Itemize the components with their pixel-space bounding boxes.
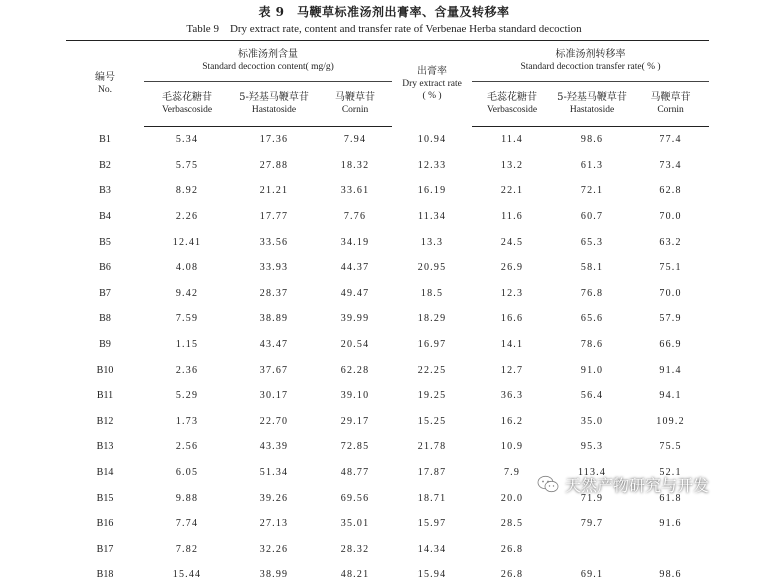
table-cell: 20.95 <box>417 262 447 274</box>
table-cell: 16.97 <box>417 339 447 351</box>
table-cell: 39.10 <box>340 390 370 402</box>
table-cell <box>552 537 632 563</box>
table-row <box>66 383 709 409</box>
header-content-group: 标准汤剂含量 Standard decoction content( mg/g) <box>144 41 392 82</box>
table-cell: 6.05 <box>175 467 199 479</box>
row-id: B5 <box>99 236 111 248</box>
table-cell: 7.82 <box>175 543 199 555</box>
table-cell: 11.6 <box>501 211 523 223</box>
table-cell: 76.8 <box>580 287 604 299</box>
table-cell: 24.5 <box>500 236 524 248</box>
table-cell: 91.4 <box>659 364 682 376</box>
table-cell: 21.21 <box>259 185 289 197</box>
table-row <box>66 537 709 563</box>
table-cell: 1.73 <box>175 415 199 427</box>
table-cell: 35.01 <box>340 518 370 530</box>
row-id: B8 <box>99 313 111 325</box>
table-cell: 75.5 <box>659 441 682 453</box>
table-cell: 11.4 <box>501 134 523 146</box>
table-cell: 13.3 <box>420 236 444 248</box>
table-row <box>66 229 709 255</box>
table-cell: 32.26 <box>259 543 289 555</box>
table-cell: 22.70 <box>259 415 289 427</box>
row-id: B6 <box>99 262 111 274</box>
row-id: B13 <box>96 441 114 453</box>
table-cell: 52.1 <box>659 467 682 479</box>
table-row <box>66 306 709 332</box>
row-id: B7 <box>99 287 111 299</box>
table-cell: 49.47 <box>340 287 370 299</box>
table-cell: 5.75 <box>175 159 199 171</box>
table-cell: 15.25 <box>417 415 447 427</box>
table-cell: 39.26 <box>259 492 289 504</box>
table-cell: 43.47 <box>259 339 289 351</box>
watermark-text: 天然产物研究与开发 <box>565 475 710 495</box>
header-t3: 马鞭草苷 Cornin <box>632 82 709 127</box>
table-cell: 98.6 <box>659 569 682 581</box>
table-cell: 91.0 <box>580 364 604 376</box>
header-t2: 5-羟基马鞭草苷 Hastatoside <box>552 82 632 127</box>
table-cell: 35.0 <box>580 415 604 427</box>
table-cell: 7.9 <box>503 467 521 479</box>
row-id: B2 <box>99 159 111 171</box>
table-cell: 28.5 <box>500 518 524 530</box>
table-cell: 12.41 <box>172 236 202 248</box>
table-cell: 18.29 <box>417 313 447 325</box>
table-cell: 15.97 <box>417 518 447 530</box>
table-cell: 38.99 <box>259 569 289 581</box>
row-id: B17 <box>96 543 114 555</box>
table-cell: 33.93 <box>259 262 289 274</box>
table-cell: 16.2 <box>500 415 524 427</box>
table-row <box>66 204 709 230</box>
table-cell: 109.2 <box>656 415 685 427</box>
table-cell: 33.56 <box>259 236 289 248</box>
header-c3: 马鞭草苷 Cornin <box>318 82 392 127</box>
header-c2: 5-羟基马鞭草苷 Hastatoside <box>230 82 318 127</box>
table-cell: 65.3 <box>580 236 604 248</box>
table-cell: 33.61 <box>340 185 370 197</box>
row-id: B15 <box>96 492 114 504</box>
table-cell: 17.36 <box>259 134 289 146</box>
table-cell: 60.7 <box>580 211 604 223</box>
table-cell: 15.44 <box>172 569 202 581</box>
table-cell: 113.4 <box>577 467 607 479</box>
table-cell: 34.19 <box>340 236 370 248</box>
header-transfer-group: 标准汤剂转移率 Standard decoction transfer rate( % ) <box>472 41 709 82</box>
table-cell: 37.67 <box>259 364 289 376</box>
table-cell: 9.42 <box>175 287 199 299</box>
table-cell: 43.39 <box>259 441 289 453</box>
table-cell: 57.9 <box>659 313 682 325</box>
table-cell: 56.4 <box>580 390 604 402</box>
table-cell: 16.19 <box>417 185 447 197</box>
table-row <box>66 127 709 153</box>
table-cell: 94.1 <box>659 390 682 402</box>
table-cell: 9.88 <box>175 492 199 504</box>
table-cell: 5.34 <box>175 134 199 146</box>
table-cell: 69.56 <box>340 492 370 504</box>
table-cell: 2.56 <box>175 441 199 453</box>
table-cell: 75.1 <box>659 262 682 274</box>
table-cell: 51.34 <box>259 467 289 479</box>
table-cell: 15.94 <box>417 569 447 581</box>
table-cell: 62.8 <box>659 185 682 197</box>
table-cell: 8.92 <box>175 185 199 197</box>
table-cell: 10.94 <box>417 134 447 146</box>
table-row <box>66 332 709 358</box>
table-title-cn: 表 9 马鞭草标准汤剂出膏率、含量及转移率 <box>258 5 510 19</box>
table-cell: 20.0 <box>500 492 524 504</box>
row-id: B10 <box>96 364 114 376</box>
table-title-en: Table 9 Dry extract rate, content and transfer rate of Verbenae Herba standard decoction <box>186 23 582 35</box>
table-row <box>66 409 709 435</box>
table-cell: 18.71 <box>417 492 447 504</box>
wechat-icon <box>537 475 559 493</box>
table-cell: 71.9 <box>580 492 604 504</box>
table-cell: 7.76 <box>343 211 367 223</box>
table-cell: 62.28 <box>340 364 370 376</box>
table-cell: 91.6 <box>659 518 682 530</box>
table-cell: 14.1 <box>500 339 524 351</box>
table-cell: 36.3 <box>500 390 524 402</box>
table-cell: 39.99 <box>340 313 370 325</box>
header-c1: 毛蕊花糖苷 Verbascoside <box>144 82 230 127</box>
table-cell: 16.6 <box>500 313 524 325</box>
table-body <box>66 127 709 588</box>
header-id: 编号 No. <box>66 41 144 127</box>
table-row <box>66 511 709 537</box>
table-cell: 11.34 <box>417 211 447 223</box>
table-cell: 29.17 <box>340 415 370 427</box>
header-t1: 毛蕊花糖苷 Verbascoside <box>472 82 552 127</box>
table-cell: 22.25 <box>417 364 447 376</box>
table-cell: 7.59 <box>175 313 199 325</box>
table-cell: 30.17 <box>259 390 289 402</box>
table-cell: 70.0 <box>659 211 682 223</box>
table-cell: 48.77 <box>340 467 370 479</box>
table-cell: 4.08 <box>175 262 199 274</box>
table-cell: 10.9 <box>500 441 524 453</box>
row-id: B1 <box>99 134 111 146</box>
table-cell: 79.7 <box>580 518 604 530</box>
table-cell: 95.3 <box>580 441 604 453</box>
row-id: B12 <box>96 415 114 427</box>
table-row <box>66 434 709 460</box>
table-cell: 2.36 <box>175 364 199 376</box>
table-cell: 69.1 <box>580 569 604 581</box>
row-id: B16 <box>96 518 114 530</box>
row-id: B11 <box>96 390 114 402</box>
table-cell: 17.77 <box>259 211 289 223</box>
table-row <box>66 357 709 383</box>
table-row <box>66 255 709 281</box>
table-cell: 28.32 <box>340 543 370 555</box>
table-row <box>66 178 709 204</box>
row-id: B18 <box>96 569 114 581</box>
header-rate: 出膏率 Dry extract rate ( % ) <box>392 41 472 127</box>
table-cell: 18.32 <box>340 159 370 171</box>
table-cell: 44.37 <box>340 262 370 274</box>
table-cell: 48.21 <box>340 569 370 581</box>
table-cell: 63.2 <box>659 236 682 248</box>
table-cell: 26.8 <box>500 569 524 581</box>
table-cell: 72.1 <box>580 185 604 197</box>
table-cell: 72.85 <box>340 441 370 453</box>
table-cell: 66.9 <box>659 339 682 351</box>
table-cell: 7.94 <box>343 134 367 146</box>
table-cell: 21.78 <box>417 441 447 453</box>
table-cell: 5.29 <box>175 390 199 402</box>
table-cell: 2.26 <box>175 211 199 223</box>
row-id: B3 <box>99 185 111 197</box>
table-cell: 14.34 <box>417 543 447 555</box>
table-cell: 77.4 <box>659 134 682 146</box>
table-row <box>66 281 709 307</box>
table-cell: 61.3 <box>580 159 604 171</box>
table-cell: 12.7 <box>500 364 524 376</box>
table-cell: 28.37 <box>259 287 289 299</box>
table-cell: 26.8 <box>500 543 524 555</box>
table-cell: 1.15 <box>175 339 199 351</box>
table-cell: 12.3 <box>500 287 524 299</box>
table-cell: 18.5 <box>420 287 444 299</box>
table-cell: 13.2 <box>500 159 524 171</box>
table-cell: 26.9 <box>500 262 524 274</box>
row-id: B14 <box>96 467 114 479</box>
table-cell: 58.1 <box>580 262 604 274</box>
table-cell: 20.54 <box>340 339 370 351</box>
table-cell: 98.6 <box>580 134 604 146</box>
table-cell: 27.88 <box>259 159 289 171</box>
table-cell: 27.13 <box>259 518 289 530</box>
table-cell: 65.6 <box>580 313 604 325</box>
table-cell: 12.33 <box>417 159 447 171</box>
table-cell: 70.0 <box>659 287 682 299</box>
table-cell: 73.4 <box>659 159 682 171</box>
row-id: B9 <box>99 339 111 351</box>
table-cell: 19.25 <box>417 390 447 402</box>
row-id: B4 <box>99 211 111 223</box>
table-row <box>66 153 709 179</box>
table-cell: 38.89 <box>259 313 289 325</box>
table-cell: 22.1 <box>500 185 524 197</box>
table-cell <box>632 537 709 563</box>
table-cell: 78.6 <box>580 339 604 351</box>
table-cell: 7.74 <box>175 518 199 530</box>
table-row <box>66 562 709 588</box>
data-table <box>66 40 709 588</box>
table-cell: 17.87 <box>417 467 447 479</box>
table-cell: 61.8 <box>659 492 682 504</box>
watermark <box>537 471 709 497</box>
